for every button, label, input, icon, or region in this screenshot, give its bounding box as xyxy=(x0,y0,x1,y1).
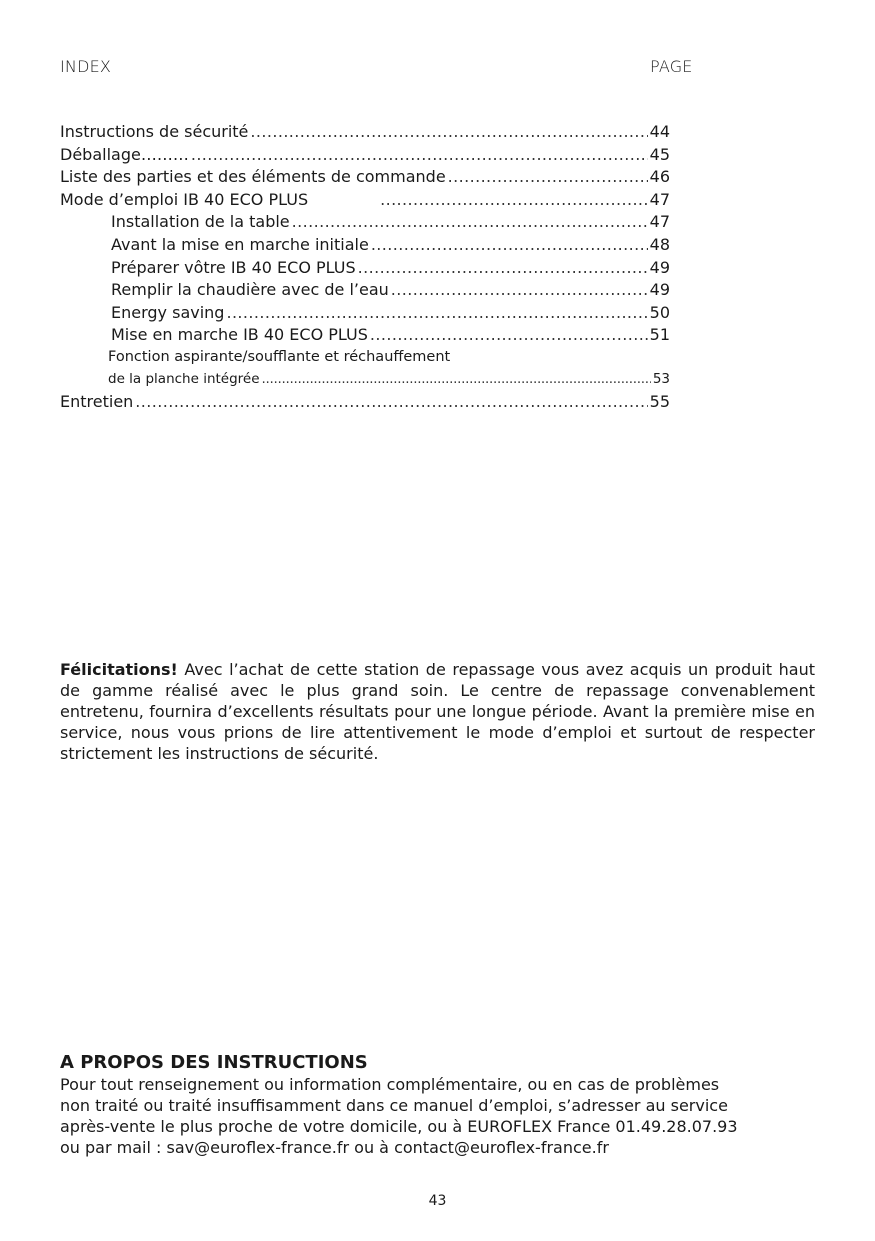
toc-subentry[interactable] xyxy=(60,279,670,302)
toc-leader-dots xyxy=(370,324,648,347)
toc-leader-dots xyxy=(191,144,648,167)
toc-subentry[interactable] xyxy=(60,367,670,391)
toc-entry-page: 44 xyxy=(649,122,670,141)
index-heading: INDEX xyxy=(60,57,112,76)
toc-subentry-page: 49 xyxy=(649,257,670,277)
toc-leader-dots xyxy=(358,257,648,280)
toc-subentry-label-line1: Fonction aspirante/soufflante et réchauffement xyxy=(108,348,451,365)
toc-entry[interactable] xyxy=(60,144,670,167)
toc-subentry[interactable] xyxy=(60,234,670,257)
toc-entry[interactable] xyxy=(60,391,670,412)
congratulations-text: Avec l’achat de cette station de repassage vous avez acquis un produit haut de gamme réalisé avec le plus grand soin. Le centre de repassage convenablement entretenu, fournira d’excellents résultats pour une longue période. Avant la première mise en service, nous vous prions de lire attentivement le mode d’emploi et surtout de respecter strictement les instructions de sécurité. xyxy=(60,660,815,763)
toc-entry-label: Déballage……… xyxy=(60,144,189,164)
toc-subentry-label: Installation de la table xyxy=(111,212,290,232)
toc-subentry-page: 48 xyxy=(649,234,670,254)
toc-subentry-label: Remplir la chaudière avec de l’eau xyxy=(111,280,389,300)
toc-subentry[interactable] xyxy=(60,257,670,280)
toc-subentry-label: Energy saving xyxy=(111,302,225,322)
toc-leader-dots xyxy=(391,279,648,302)
toc-subentry[interactable] xyxy=(60,302,670,325)
toc-subentry[interactable] xyxy=(60,324,670,347)
toc-entry-label: Liste des parties et des éléments de commande xyxy=(60,167,446,187)
about-instructions-section xyxy=(60,1052,820,1158)
table-of-contents xyxy=(60,121,670,412)
about-instructions-line: Pour tout renseignement ou information complémentaire, ou en cas de problèmes xyxy=(60,1075,720,1094)
toc-subentry-label: Préparer vôtre IB 40 ECO PLUS xyxy=(111,257,356,277)
toc-entry-page: 46 xyxy=(649,167,670,187)
toc-entry[interactable] xyxy=(60,121,670,144)
toc-entry-page: 45 xyxy=(649,144,670,164)
toc-leader-dots xyxy=(292,211,648,234)
toc-subentry[interactable] xyxy=(60,211,670,234)
toc-subentry-page: 50 xyxy=(649,302,670,322)
toc-entry-page: 55 xyxy=(649,391,670,411)
congratulations-paragraph xyxy=(60,659,815,764)
about-instructions-line: non traité ou traité insuffisamment dans ce manuel d’emploi, s’adresser au service xyxy=(60,1096,728,1115)
toc-leader-dots xyxy=(262,367,651,391)
toc-leader-dots xyxy=(226,302,647,325)
toc-subentry-label: Avant la mise en marche initiale xyxy=(111,234,369,254)
toc-leader-dots xyxy=(250,121,647,144)
toc-leader-dots xyxy=(135,391,647,412)
about-instructions-line: après-vente le plus proche de votre domicile, ou à EUROFLEX France 01.49.28.07.93 xyxy=(60,1117,738,1136)
toc-subentry-page: 53 xyxy=(652,370,670,387)
toc-entry-label: Entretien xyxy=(60,391,134,411)
toc-entry-page: 47 xyxy=(649,189,670,209)
toc-subentry-page: 47 xyxy=(649,212,670,232)
page-column-heading: PAGE xyxy=(650,57,693,76)
toc-entry[interactable] xyxy=(60,189,670,212)
toc-entry-label: Mode d’emploi IB 40 ECO PLUS xyxy=(60,189,309,209)
toc-entry-label: Instructions de sécurité xyxy=(60,122,249,141)
toc-subentry-page: 49 xyxy=(649,280,670,300)
toc-leader-dots xyxy=(448,166,648,189)
about-instructions-line: ou par mail : sav@euroflex-france.fr ou à contact@euroflex-france.fr xyxy=(60,1138,609,1157)
toc-leader-dots xyxy=(380,189,648,212)
page-number: 43 xyxy=(428,1193,447,1209)
toc-entry[interactable] xyxy=(60,166,670,189)
toc-subentry-label: Mise en marche IB 40 ECO PLUS xyxy=(111,325,368,345)
toc-leader-dots xyxy=(371,234,648,257)
toc-subentry-label: de la planche intégrée xyxy=(108,370,260,387)
toc-subentry-page: 51 xyxy=(649,325,670,345)
about-instructions-title: A PROPOS DES INSTRUCTIONS xyxy=(60,1052,368,1073)
congratulations-bold: Félicitations! xyxy=(60,660,178,679)
